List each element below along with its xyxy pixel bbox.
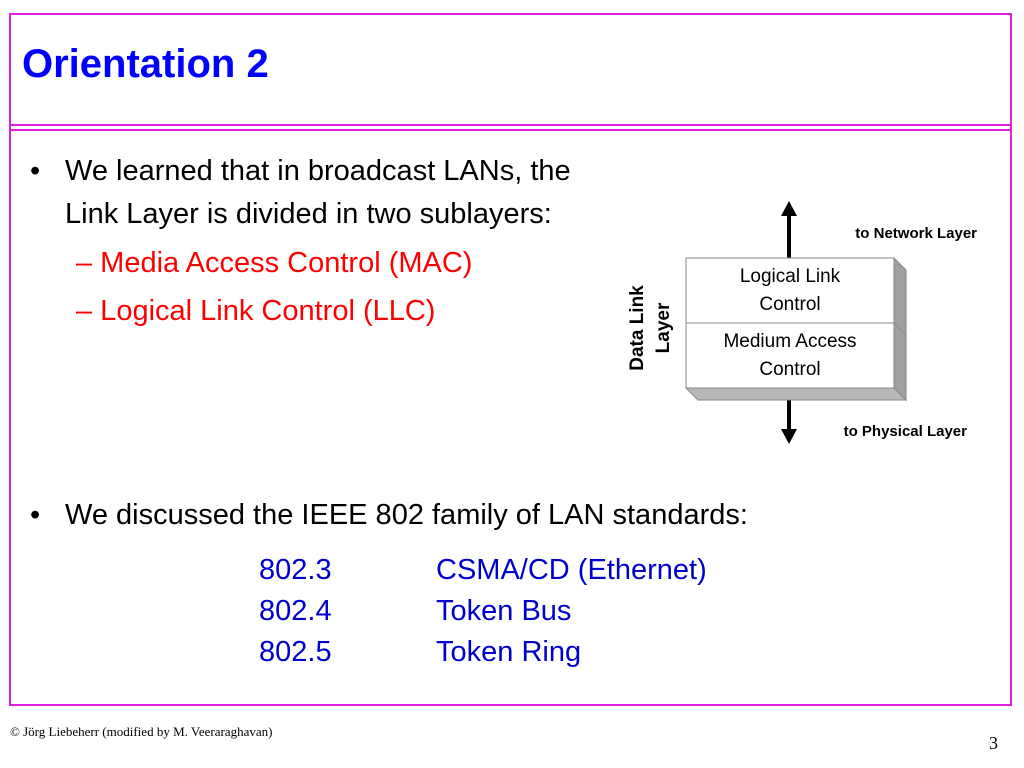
bullet-symbol: • [30,155,41,187]
mac-box-label-line1: Medium Access [723,331,857,352]
bullet-symbol: • [30,499,41,531]
llc-box-label-line2: Control [759,294,821,315]
copyright-footer: © Jörg Liebeherr (modified by M. Veeraraghavan) [10,724,273,739]
side-label-line1: Data Link [627,285,648,371]
mac-box-label-line2: Control [759,359,821,380]
standard-row [259,631,819,673]
standard-name: Token Ring [436,636,582,668]
down-arrow-icon [781,429,797,444]
up-arrow-icon [781,201,797,216]
standard-name: CSMA/CD (Ethernet) [436,554,707,586]
slide-title: Orientation 2 [22,42,269,86]
standard-number: 802.4 [259,595,332,627]
standard-row [259,549,819,591]
standard-name: Token Bus [436,595,572,627]
data-link-layer-label [627,285,674,371]
to-network-layer-label: to Network Layer [855,225,977,242]
box-shadow-bottom [686,388,906,400]
to-physical-layer-label: to Physical Layer [843,423,967,440]
bullet-text-content: We learned that in broadcast LANs, the Link Layer is divided in two sublayers: [65,155,571,230]
bullet-text: We discussed the IEEE 802 family of LAN standards: [65,499,748,531]
bullet-item [30,494,990,538]
sublayer-item-mac: – Media Access Control (MAC) [76,247,473,279]
standard-number: 802.3 [259,554,332,586]
standard-row [259,590,819,632]
standard-number: 802.5 [259,636,332,668]
page-number: 3 [989,733,998,753]
llc-box-label-line1: Logical Link [739,266,841,287]
side-label-line2: Layer [653,302,674,354]
sublayer-item-llc: – Logical Link Control (LLC) [76,295,436,327]
